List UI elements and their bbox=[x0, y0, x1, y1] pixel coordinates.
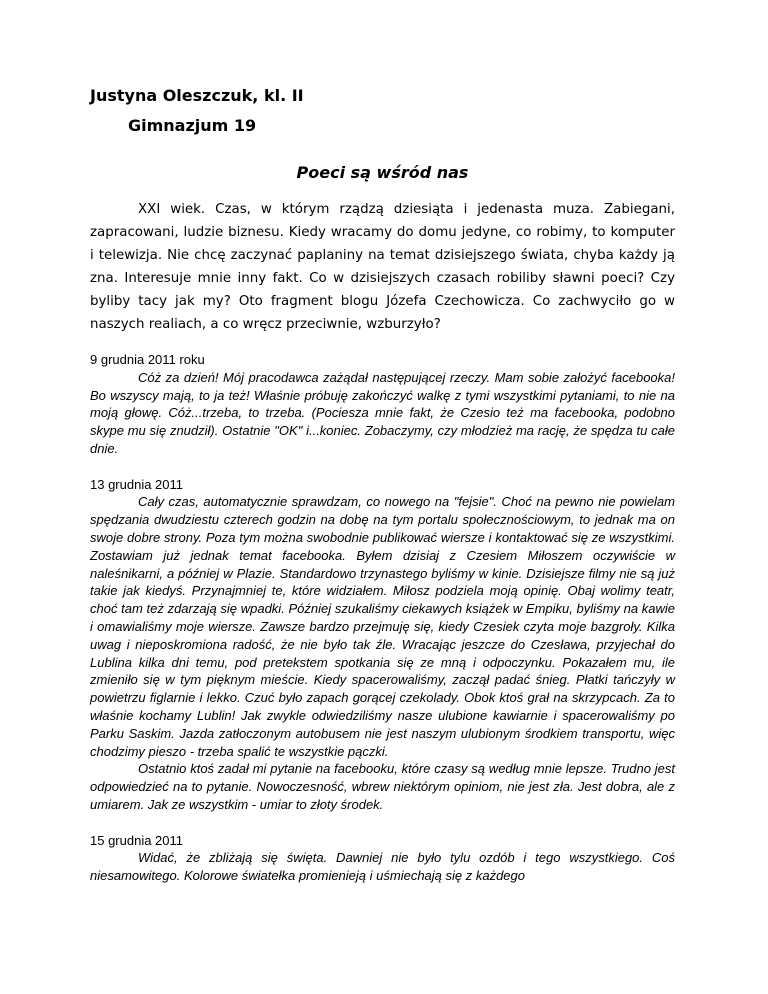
entry-paragraph: Ostatnio ktoś zadał mi pytanie na facebooku, które czasy są według mnie lepsze. Trudno jest odpowiedzieć na to pytanie. Nowoczesność, wbrew niektórym opiniom, nie jest zła. Jest dobra, ale z umiarem. Jak ze wszystkim - umiar to złoty środek. bbox=[90, 761, 675, 812]
blog-entries bbox=[90, 351, 675, 903]
intro-paragraph: XXI wiek. Czas, w którym rządzą dziesiąta i jedenasta muza. Zabiegani, zapracowani, ludzie biznesu. Kiedy wracamy do domu jedyne, co robimy, to komputer i telewizja. Nie chcę zaczynać paplaniny na temat dzisiejszego świata, chyba każdy ją zna. Interesuje mnie inny fakt. Co w dzisiejszych czasach robiliby sławni poeci? Czy byliby tacy jak my? Oto fragment blogu Józefa Czechowicza. Co zachwyciło go w naszych realiach, a co wręcz przeciwnie, wzburzyło? bbox=[90, 202, 675, 333]
entry-paragraph: Widać, że zbliżają się święta. Dawniej nie było tylu ozdób i tego wszystkiego. Coś niesamowitego. Kolorowe światełka promienieją i uśmiechają się z każdego bbox=[90, 850, 675, 884]
entry-paragraph: Cały czas, automatycznie sprawdzam, co nowego na "fejsie". Choć na pewno nie powielam spędzania dwudziestu czterech godzin na dobę na tym portalu społecznościowym, to jednak ma on swoje dobre strony. Poza tym można swobodnie publikować wiersze i kontaktować się ze wszystkimi. Zostawiam już jednak temat facebooka. Byłem dzisiaj z Czesiem Miłoszem oczywiście w naleśnikarni, a później w Plazie. Standardowo trzynastego byliśmy w kinie. Dzisiejsze filmy nie są już takie jak kiedyś. Przynajmniej te, które widziałem. Miłosz podziela moją opinię. Obaj wolimy teatr, choć tam też zdarzają się wpadki. Później szukaliśmy ciekawych książek w Empiku, byliśmy na kawie i omawialiśmy moje wiersze. Zawsze bardzo przejmuję się, kiedy Czesiek czyta moje bazgroły. Kilka uwag i nieposkromiona radość, że nie było tak źle. Wracając jeszcze do Czesława, przyjechał do Lublina kilka dni temu, pod pretekstem spotkania się ze mną i odpoczynku. Pokazałem mu, ile zmieniło się w tym pięknym mieście. Kiedy spacerowaliśmy, zaczął padać śnieg. Płatki tańczyły w powietrzu figlarnie i lekko. Czuć było zapach gorącej czekolady. Obok ktoś grał na skrzypcach. Za to właśnie kochamy Lublin! Jak zwykle odwiedziliśmy nasze ulubione kawiarnie i spacerowaliśmy po Parku Saskim. Jazda zatłoczonym autobusem nie jest naszym ulubionym środkiem transportu, więc chodzimy pieszo - trzeba spalić te wszystkie pączki. bbox=[90, 494, 675, 759]
author-line: Justyna Oleszczuk, kl. II bbox=[90, 86, 304, 105]
blog-entry bbox=[90, 351, 675, 458]
blog-entry bbox=[90, 832, 675, 885]
school-line: Gimnazjum 19 bbox=[128, 116, 257, 135]
entry-date: 9 grudnia 2011 roku bbox=[90, 352, 205, 367]
blog-entry bbox=[90, 476, 675, 814]
entry-date: 13 grudnia 2011 bbox=[90, 476, 184, 492]
article-title: Poeci są wśród nas bbox=[296, 163, 469, 182]
entry-paragraph: Cóż za dzień! Mój pracodawca zażądał następującej rzeczy. Mam sobie założyć facebooka! Bo wszyscy mają, to ja też! Właśnie próbuję zakończyć walkę z tymi wszystkimi pytaniami, to nie na moją głowę. Cóż...trzeba, to trzeba. (Pociesza mnie fakt, że Czesio też ma facebooka, podobno skype mu się znudził). Ostatnie "OK" i...koniec. Zobaczymy, czy młodzież ma rację, że spędza tu całe dnie. bbox=[90, 369, 675, 456]
entry-date: 15 grudnia 2011 bbox=[90, 832, 184, 848]
